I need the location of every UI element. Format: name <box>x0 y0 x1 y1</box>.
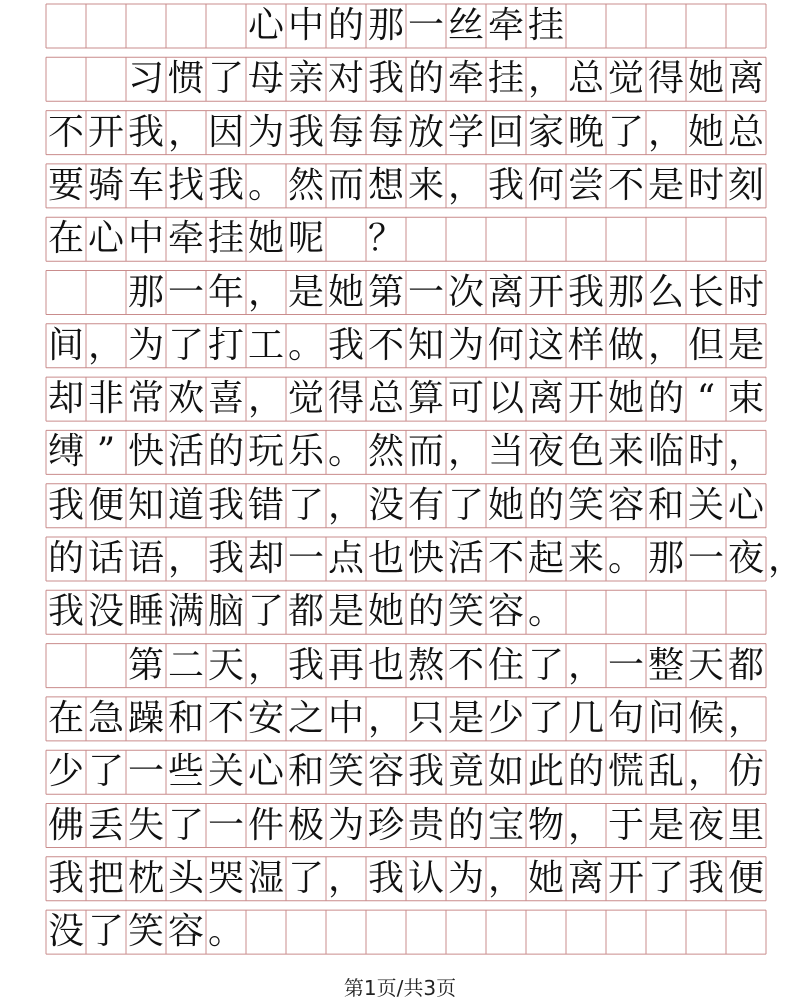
body-char: 了 <box>247 591 284 633</box>
body-char: 的 <box>47 538 84 579</box>
body-char: ， <box>247 378 284 420</box>
body-char: 便 <box>87 484 124 526</box>
body-char: 关 <box>687 484 724 526</box>
body-char: ， <box>167 538 204 579</box>
body-char: 一 <box>287 538 324 579</box>
body-char: 天 <box>207 644 244 686</box>
body-char: 我 <box>287 644 324 686</box>
body-char: 时 <box>687 431 724 473</box>
body-char: 头 <box>167 857 204 899</box>
body-char: 乱 <box>647 751 684 793</box>
body-char: 没 <box>87 591 124 633</box>
body-char: 开 <box>567 378 604 420</box>
body-char: 做 <box>607 324 644 366</box>
body-char: 我 <box>47 857 84 899</box>
body-char: 了 <box>287 484 324 526</box>
title-char: 丝 <box>447 5 484 46</box>
body-char: 一 <box>127 751 164 793</box>
body-char: 间 <box>47 324 84 366</box>
body-char: ， <box>167 111 204 153</box>
body-char: 总 <box>367 378 404 420</box>
body-char: 了 <box>607 111 644 153</box>
body-char: 次 <box>447 271 484 313</box>
body-char: 些 <box>167 751 204 793</box>
body-char: ， <box>487 857 524 899</box>
body-char: 容 <box>167 911 204 953</box>
body-char: 一 <box>607 644 644 686</box>
body-char: 那 <box>127 271 164 313</box>
body-char: “ <box>696 378 716 420</box>
body-char: 亲 <box>287 58 324 100</box>
body-char: 心 <box>87 218 124 260</box>
body-char: 工 <box>247 324 284 366</box>
body-char: ， <box>247 644 284 686</box>
body-char: 和 <box>287 751 324 793</box>
body-char: 束 <box>727 378 764 420</box>
body-char: 和 <box>167 697 204 739</box>
body-char: 不 <box>447 644 484 686</box>
body-char: 学 <box>447 111 484 153</box>
body-char: 觉 <box>287 378 324 420</box>
body-char: 何 <box>527 164 564 206</box>
body-char: 来 <box>567 538 604 579</box>
body-char: ， <box>447 431 484 473</box>
body-char: 母 <box>247 58 284 100</box>
body-char: 第 <box>127 644 164 686</box>
body-char: 也 <box>367 644 404 686</box>
body-char: 。 <box>247 164 284 206</box>
body-char: 我 <box>567 271 604 313</box>
body-char: 是 <box>647 164 684 206</box>
body-char: 住 <box>487 644 524 686</box>
body-char: 是 <box>727 324 764 366</box>
body-char: 要 <box>47 164 84 206</box>
body-char: 开 <box>607 857 644 899</box>
body-char: 年 <box>207 271 244 313</box>
body-char: 天 <box>687 644 724 686</box>
body-char: 因 <box>207 111 244 153</box>
body-char: ， <box>327 857 364 899</box>
body-char: 我 <box>47 484 84 526</box>
body-char: 了 <box>287 857 324 899</box>
body-char: 便 <box>727 857 764 899</box>
body-char: ， <box>687 751 724 793</box>
body-char: 算 <box>407 378 444 420</box>
body-char: 离 <box>727 58 764 100</box>
body-char: 容 <box>367 751 404 793</box>
body-char: 每 <box>327 111 364 153</box>
body-char: 喜 <box>207 378 244 420</box>
body-char: 非 <box>87 378 124 420</box>
body-char: ， <box>447 164 484 206</box>
body-char: 时 <box>687 164 724 206</box>
body-char: 每 <box>367 111 404 153</box>
body-char: ” <box>96 431 116 473</box>
body-char: 得 <box>647 58 684 100</box>
body-char: 。 <box>207 911 244 953</box>
body-char: 乐 <box>287 431 324 473</box>
body-char: 一 <box>207 804 244 846</box>
body-char: 总 <box>727 111 764 153</box>
body-char: 一 <box>407 271 444 313</box>
body-char: 我 <box>367 857 404 899</box>
body-char: 也 <box>367 538 404 579</box>
body-char: 件 <box>247 804 284 846</box>
body-char: 的 <box>447 804 484 846</box>
body-char: 。 <box>527 591 564 633</box>
body-char: 极 <box>287 804 324 846</box>
body-char: 的 <box>647 378 684 420</box>
body-char: 呢 <box>287 218 324 260</box>
body-char: 了 <box>527 644 564 686</box>
body-char: 她 <box>367 591 404 633</box>
body-char: 夜 <box>527 431 564 473</box>
body-char: 了 <box>207 58 244 100</box>
body-char: 慌 <box>607 751 644 793</box>
body-char: 珍 <box>367 804 404 846</box>
body-char: 有 <box>407 484 444 526</box>
body-char: 么 <box>647 271 684 313</box>
body-char: ， <box>647 111 684 153</box>
body-char: 中 <box>327 697 364 739</box>
body-char: 色 <box>567 431 604 473</box>
body-char: 和 <box>647 484 684 526</box>
body-char: 之 <box>287 697 324 739</box>
body-char: 欢 <box>167 378 204 420</box>
body-char: 急 <box>87 697 124 739</box>
body-char: 习 <box>127 58 164 100</box>
body-char: 笑 <box>127 911 164 953</box>
body-char: 玩 <box>247 431 284 473</box>
body-char: 关 <box>207 751 244 793</box>
body-char: 整 <box>647 644 684 686</box>
body-char: 竟 <box>447 751 484 793</box>
body-char: 她 <box>247 218 284 260</box>
body-char: ， <box>727 431 764 473</box>
body-char: 错 <box>247 484 284 526</box>
body-char: 回 <box>487 111 524 153</box>
body-char: 挂 <box>487 58 524 100</box>
body-char: 她 <box>687 111 724 153</box>
title-char: 那 <box>367 5 404 46</box>
body-char: 道 <box>167 484 204 526</box>
body-char: 在 <box>47 697 84 739</box>
body-char: 。 <box>327 431 364 473</box>
body-char: 了 <box>167 324 204 366</box>
body-char: 只 <box>407 697 444 739</box>
body-char: 候 <box>687 697 724 739</box>
body-char: 脑 <box>207 591 244 633</box>
body-char: 容 <box>607 484 644 526</box>
body-char: 想 <box>367 164 404 206</box>
body-char: 不 <box>487 538 524 579</box>
body-char: 安 <box>247 697 284 739</box>
body-char: 都 <box>287 591 324 633</box>
body-char: 我 <box>487 164 524 206</box>
body-char: 缚 <box>47 431 84 473</box>
body-char: 却 <box>47 378 84 420</box>
body-char: 不 <box>207 697 244 739</box>
body-char: 湿 <box>247 857 284 899</box>
body-char: 这 <box>527 324 564 366</box>
body-char: 于 <box>607 804 644 846</box>
body-char: 是 <box>327 591 364 633</box>
title-char: 牵 <box>487 5 524 46</box>
body-char: 一 <box>167 271 204 313</box>
body-char: 放 <box>407 111 444 153</box>
body-char: 我 <box>687 857 724 899</box>
body-char: ， <box>567 644 604 686</box>
body-char: 但 <box>687 324 724 366</box>
body-char: 我 <box>207 538 244 579</box>
body-char: 我 <box>207 164 244 206</box>
body-char: 在 <box>47 218 84 260</box>
body-char: 认 <box>407 857 444 899</box>
body-char: 而 <box>327 164 364 206</box>
body-char: 离 <box>487 271 524 313</box>
body-char: 可 <box>447 378 484 420</box>
body-char: 如 <box>487 751 524 793</box>
body-char: ， <box>727 697 764 739</box>
body-char: 不 <box>367 324 404 366</box>
body-char: 枕 <box>127 857 164 899</box>
body-char: 了 <box>447 484 484 526</box>
body-char: 满 <box>167 591 204 633</box>
body-char: 的 <box>407 591 444 633</box>
body-char: ， <box>87 324 124 366</box>
body-char: 语 <box>127 538 164 579</box>
body-char: 仿 <box>727 751 764 793</box>
body-char: 开 <box>527 271 564 313</box>
body-char: 了 <box>647 857 684 899</box>
body-char: 常 <box>127 378 164 420</box>
body-char: 的 <box>207 431 244 473</box>
body-char: 刻 <box>727 164 764 206</box>
body-char: 物 <box>527 804 564 846</box>
body-char: 活 <box>167 431 204 473</box>
body-char: 车 <box>127 164 164 206</box>
body-char: 找 <box>167 164 204 206</box>
body-char: 那 <box>647 538 684 579</box>
body-char: 为 <box>327 804 364 846</box>
body-char: 打 <box>207 324 244 366</box>
body-char: 时 <box>727 271 764 313</box>
body-char: 临 <box>647 431 684 473</box>
body-char: 的 <box>567 751 604 793</box>
body-char: 为 <box>247 111 284 153</box>
body-char: 佛 <box>47 804 84 846</box>
body-char: 躁 <box>127 697 164 739</box>
body-char: 没 <box>47 911 84 953</box>
body-char: 离 <box>527 378 564 420</box>
body-char: ， <box>367 697 404 739</box>
body-char: 的 <box>407 58 444 100</box>
page-indicator: 第1页/共3页 <box>343 976 457 1000</box>
body-char: 骑 <box>87 164 124 206</box>
body-char: 来 <box>607 431 644 473</box>
body-char: 挂 <box>207 218 244 260</box>
body-char: 了 <box>167 804 204 846</box>
body-char: 长 <box>687 271 724 313</box>
body-char: 总 <box>567 58 604 100</box>
body-char: 尝 <box>567 164 604 206</box>
body-char: 。 <box>607 538 644 579</box>
body-char: 样 <box>567 324 604 366</box>
body-char: 为 <box>127 324 164 366</box>
body-char: 活 <box>447 538 484 579</box>
body-char: 句 <box>607 697 644 739</box>
body-char: 夜 <box>687 804 724 846</box>
body-char: 然 <box>287 164 324 206</box>
body-char: 当 <box>487 431 524 473</box>
body-char: 而 <box>407 431 444 473</box>
body-char: 来 <box>407 164 444 206</box>
body-char: 睡 <box>127 591 164 633</box>
body-char: 哭 <box>207 857 244 899</box>
body-char: 我 <box>367 58 404 100</box>
body-char: 然 <box>367 431 404 473</box>
body-char: 是 <box>447 697 484 739</box>
body-char: 心 <box>727 484 764 526</box>
body-char: 开 <box>87 111 124 153</box>
title-char: 中 <box>287 5 324 46</box>
body-char: 却 <box>247 538 284 579</box>
body-char: 她 <box>327 271 364 313</box>
body-char: 。 <box>287 324 324 366</box>
body-char: 贵 <box>407 804 444 846</box>
body-char: 二 <box>167 644 204 686</box>
body-char: 我 <box>127 111 164 153</box>
body-char: 失 <box>127 804 164 846</box>
body-char: 笑 <box>567 484 604 526</box>
body-char: 知 <box>127 484 164 526</box>
body-char: 少 <box>47 751 84 793</box>
body-char: 我 <box>407 751 444 793</box>
body-char: 没 <box>367 484 404 526</box>
body-char: 话 <box>87 538 124 579</box>
body-char: 为 <box>447 324 484 366</box>
body-char: 夜 <box>727 538 764 579</box>
body-char: 第 <box>367 271 404 313</box>
body-char: 不 <box>47 111 84 153</box>
body-char: 起 <box>527 538 564 579</box>
body-char: 快 <box>127 431 164 473</box>
body-char: 再 <box>327 644 364 686</box>
title-char: 挂 <box>527 5 564 46</box>
body-char: 我 <box>287 111 324 153</box>
body-char: 我 <box>327 324 364 366</box>
body-char: 宝 <box>487 804 524 846</box>
body-char: 是 <box>647 804 684 846</box>
title-char: 一 <box>407 5 444 46</box>
body-char: 对 <box>327 58 364 100</box>
body-char: ， <box>527 58 564 100</box>
body-char: 家 <box>527 111 564 153</box>
body-char: 一 <box>687 538 724 579</box>
body-char: 丢 <box>87 804 124 846</box>
body-char: ， <box>767 538 804 579</box>
body-char: 我 <box>207 484 244 526</box>
body-char: ， <box>247 271 284 313</box>
body-char: 的 <box>527 484 564 526</box>
body-char: 是 <box>287 271 324 313</box>
body-char: 几 <box>567 697 604 739</box>
body-char: 她 <box>607 378 644 420</box>
body-char: 此 <box>527 751 564 793</box>
body-char: 晚 <box>567 111 604 153</box>
body-char: ， <box>567 804 604 846</box>
body-char: 那 <box>607 271 644 313</box>
body-char: 离 <box>567 857 604 899</box>
body-char: 了 <box>87 751 124 793</box>
body-char: 知 <box>407 324 444 366</box>
body-char: ？ <box>367 218 404 260</box>
body-char: 里 <box>727 804 764 846</box>
body-char: 她 <box>687 58 724 100</box>
body-char: 了 <box>87 911 124 953</box>
body-char: 快 <box>407 538 444 579</box>
body-char: 少 <box>487 697 524 739</box>
body-char: 觉 <box>607 58 644 100</box>
body-char: 笑 <box>447 591 484 633</box>
body-char: 都 <box>727 644 764 686</box>
body-char: 我 <box>47 591 84 633</box>
title-char: 心 <box>247 5 284 46</box>
body-char: 笑 <box>327 751 364 793</box>
body-char: 为 <box>447 857 484 899</box>
body-char: 点 <box>327 538 364 579</box>
body-char: 得 <box>327 378 364 420</box>
body-char: 以 <box>487 378 524 420</box>
body-char: 牵 <box>447 58 484 100</box>
body-char: ， <box>327 484 364 526</box>
body-char: 容 <box>487 591 524 633</box>
body-char: 她 <box>527 857 564 899</box>
body-char: 中 <box>127 218 164 260</box>
body-char: 何 <box>487 324 524 366</box>
body-char: 不 <box>607 164 644 206</box>
body-char: 了 <box>527 697 564 739</box>
body-char: ， <box>647 324 684 366</box>
body-char: 把 <box>87 857 124 899</box>
body-char: 心 <box>247 751 284 793</box>
body-char: 她 <box>487 484 524 526</box>
body-char: 牵 <box>167 218 204 260</box>
body-char: 熬 <box>407 644 444 686</box>
title-char: 的 <box>327 5 364 46</box>
body-char: 问 <box>647 697 684 739</box>
body-char: 惯 <box>167 58 204 100</box>
